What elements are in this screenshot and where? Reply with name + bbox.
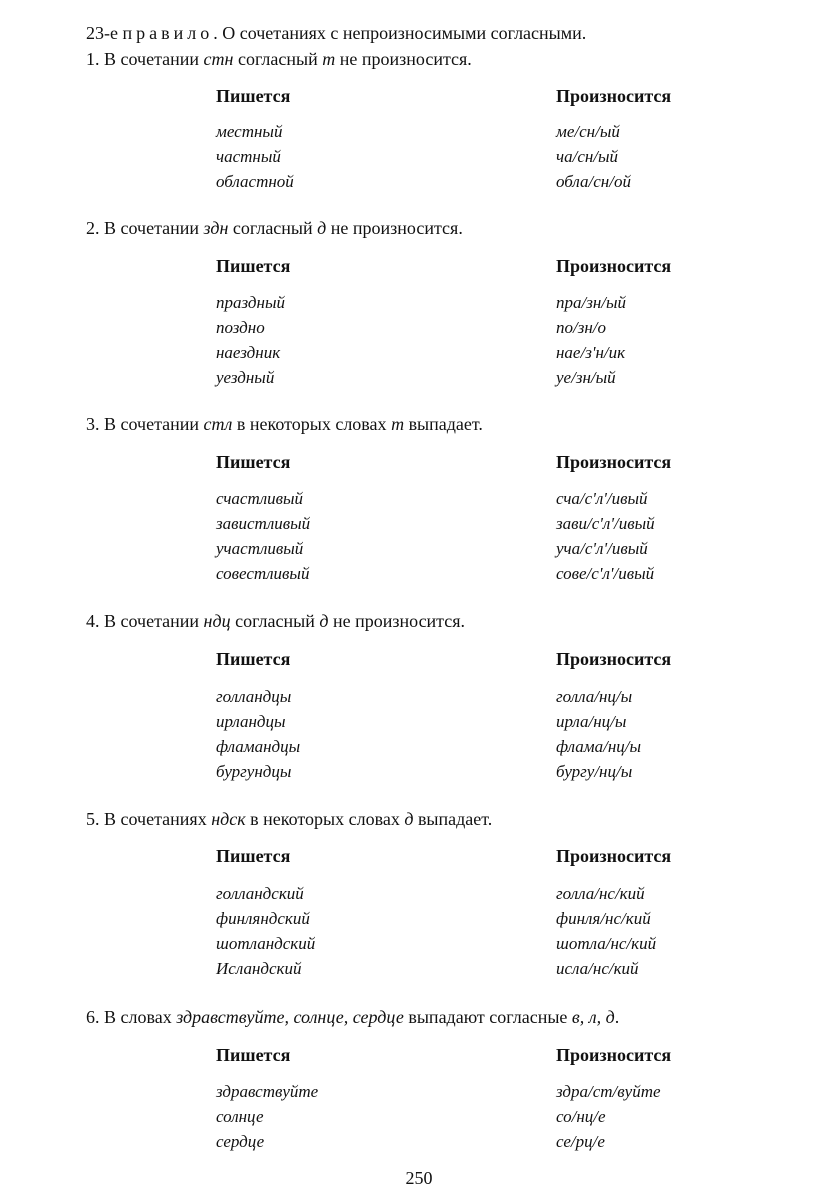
written-word: Исландский — [216, 959, 302, 978]
written-word: наездник — [216, 343, 281, 362]
statement-text: в некоторых словах — [232, 414, 392, 434]
written-word: завистливый — [216, 514, 311, 533]
pronounced-word: бургу/нц/ы — [556, 762, 633, 781]
written-word: совестливый — [216, 564, 310, 583]
written-header: Пишется — [216, 1045, 291, 1065]
section-1-statement — [86, 48, 472, 70]
written-word: шотландский — [216, 934, 316, 953]
statement-cluster: ндц — [203, 611, 231, 631]
pronounced-header: Произносится — [556, 86, 672, 106]
pronounced-word: шотла/нс/кий — [556, 934, 657, 953]
pronounced-word: уе/зн/ый — [556, 368, 616, 387]
written-header: Пишется — [216, 256, 291, 276]
statement-text: согласный — [233, 49, 323, 69]
written-header: Пишется — [216, 86, 291, 106]
statement-cluster: стн — [203, 49, 234, 69]
written-word: здравствуйте — [216, 1082, 319, 1101]
written-word: участливый — [216, 539, 304, 558]
pronounced-word: нае/з'н/ик — [556, 343, 626, 362]
statement-text: 4. В сочетании — [86, 611, 204, 631]
rule-number: 23-е — [86, 23, 118, 43]
written-word: уездный — [216, 368, 275, 387]
written-word: счастливый — [216, 489, 304, 508]
statement-text: не произносится. — [328, 611, 466, 631]
written-word: ирландцы — [216, 712, 286, 731]
written-header: Пишется — [216, 846, 291, 866]
rule-word: правило — [122, 23, 214, 43]
statement-letter: в, л, д — [571, 1007, 615, 1027]
statement-text: выпадает. — [413, 809, 493, 829]
pronounced-word: се/рц/е — [556, 1132, 605, 1151]
pronounced-word: голла/нс/кий — [556, 884, 645, 903]
statement-text: 2. В сочетании — [86, 218, 204, 238]
statement-cluster: стл — [203, 414, 233, 434]
statement-text: . — [614, 1007, 620, 1027]
statement-words: здравствуйте, солнце, сердце — [176, 1007, 404, 1027]
written-word: поздно — [216, 318, 265, 337]
pronounced-word: ме/сн/ый — [556, 122, 620, 141]
written-word: бургундцы — [216, 762, 292, 781]
statement-text: не произносится. — [326, 218, 463, 238]
written-word: праздный — [216, 293, 285, 312]
statement-letter: д — [317, 218, 327, 238]
statement-text: выпадают согласные — [403, 1007, 572, 1027]
statement-letter: д — [319, 611, 329, 631]
section-3-statement — [86, 413, 483, 435]
written-word: финляндский — [216, 909, 310, 928]
section-6-statement — [86, 1006, 619, 1028]
written-word: сердце — [216, 1132, 265, 1151]
pronounced-header: Произносится — [556, 846, 672, 866]
written-word: солнце — [216, 1107, 264, 1126]
pronounced-header: Произносится — [556, 256, 672, 276]
statement-text: 1. В сочетании — [86, 49, 204, 69]
written-header: Пишется — [216, 649, 291, 669]
section-2-statement — [86, 217, 463, 239]
statement-text: в некоторых словах — [245, 809, 405, 829]
statement-cluster: ндск — [211, 809, 246, 829]
statement-cluster: здн — [203, 218, 229, 238]
written-word: голландцы — [216, 687, 292, 706]
written-word: областной — [216, 172, 294, 191]
pronounced-word: по/зн/о — [556, 318, 607, 337]
written-word: голландский — [216, 884, 304, 903]
pronounced-word: зави/с'л'/ивый — [556, 514, 655, 533]
section-4-statement — [86, 610, 465, 632]
pronounced-word: ирла/нц/ы — [556, 712, 627, 731]
pronounced-word: обла/сн/ой — [556, 172, 631, 191]
page-number: 250 — [405, 1168, 433, 1188]
pronounced-word: сове/с'л'/ивый — [556, 564, 655, 583]
pronounced-header: Произносится — [556, 452, 672, 472]
statement-letter: т — [391, 414, 405, 434]
written-header: Пишется — [216, 452, 291, 472]
pronounced-header: Произносится — [556, 1045, 672, 1065]
pronounced-word: исла/нс/кий — [556, 959, 639, 978]
pronounced-word: сча/с'л'/ивый — [556, 489, 648, 508]
statement-text: 3. В сочетании — [86, 414, 204, 434]
written-word: частный — [216, 147, 281, 166]
pronounced-word: флама/нц/ы — [556, 737, 642, 756]
pronounced-word: со/нц/е — [556, 1107, 606, 1126]
section-5-statement — [86, 808, 492, 830]
written-word: местный — [216, 122, 283, 141]
pronounced-header: Произносится — [556, 649, 672, 669]
statement-text: согласный — [228, 218, 318, 238]
statement-text: согласный — [230, 611, 320, 631]
rule-topic: . О сочетаниях с непроизносимыми согласными. — [213, 23, 587, 43]
statement-letter: д — [404, 809, 414, 829]
pronounced-word: уча/с'л'/ивый — [556, 539, 648, 558]
pronounced-word: пра/зн/ый — [556, 293, 627, 312]
statement-letter: т — [322, 49, 336, 69]
pronounced-word: голла/нц/ы — [556, 687, 633, 706]
statement-text: 6. В словах — [86, 1007, 177, 1027]
pronounced-word: финля/нс/кий — [556, 909, 651, 928]
statement-text: 5. В сочетаниях — [86, 809, 212, 829]
statement-text: выпадает. — [404, 414, 483, 434]
statement-text: не произносится. — [335, 49, 472, 69]
rule-title — [86, 22, 586, 44]
pronounced-word: ча/сн/ый — [556, 147, 619, 166]
pronounced-word: здра/ст/вуйте — [556, 1082, 661, 1101]
written-word: фламандцы — [216, 737, 301, 756]
